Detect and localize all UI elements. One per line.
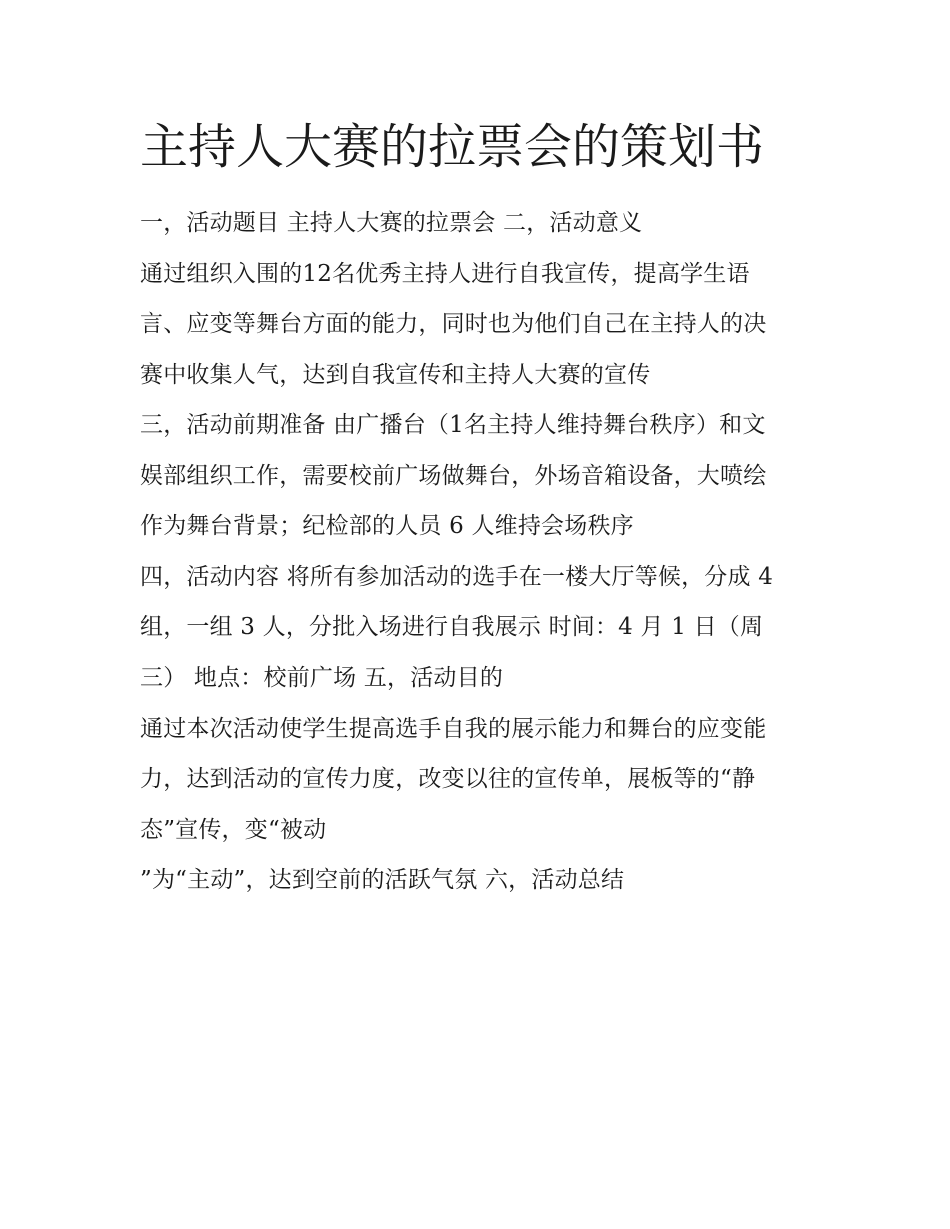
text-line: 态”宣传，变“被动 (140, 817, 327, 843)
document-title: 主持人大赛的拉票会的策划书 (140, 119, 765, 175)
text-line: 言、应变等舞台方面的能力，同时也为他们自己在主持人的决 (140, 311, 767, 337)
text-line: 力，达到活动的宣传力度，改变以往的宣传单，展板等的“静 (140, 766, 756, 792)
text-line: 通过本次活动使学生提高选手自我的展示能力和舞台的应变能 (140, 716, 767, 742)
text-line: 通过组织入围的12名优秀主持人进行自我宣传，提高学生语 (140, 261, 750, 287)
text-line: 四，活动内容 将所有参加活动的选手在一楼大厅等候，分成 4 (140, 564, 774, 590)
text-line: 组，一组 3 人，分批入场进行自我展示 时间：4 月 1 日（周 (140, 614, 764, 640)
text-line: 一，活动题目 主持人大赛的拉票会 二，活动意义 (140, 210, 643, 236)
text-line: 三） 地点：校前广场 五，活动目的 (140, 665, 504, 691)
text-line: 三，活动前期准备 由广播台（1名主持人维持舞台秩序）和文 (140, 412, 766, 438)
text-line: 娱部组织工作，需要校前广场做舞台，外场音箱设备，大喷绘 (140, 463, 767, 489)
text-line: 作为舞台背景；纪检部的人员 6 人维持会场秩序 (140, 513, 634, 539)
text-line: 赛中收集人气，达到自我宣传和主持人大赛的宣传 (140, 362, 651, 388)
text-line: ”为“主动”，达到空前的活跃气氛 六，活动总结 (140, 867, 625, 893)
